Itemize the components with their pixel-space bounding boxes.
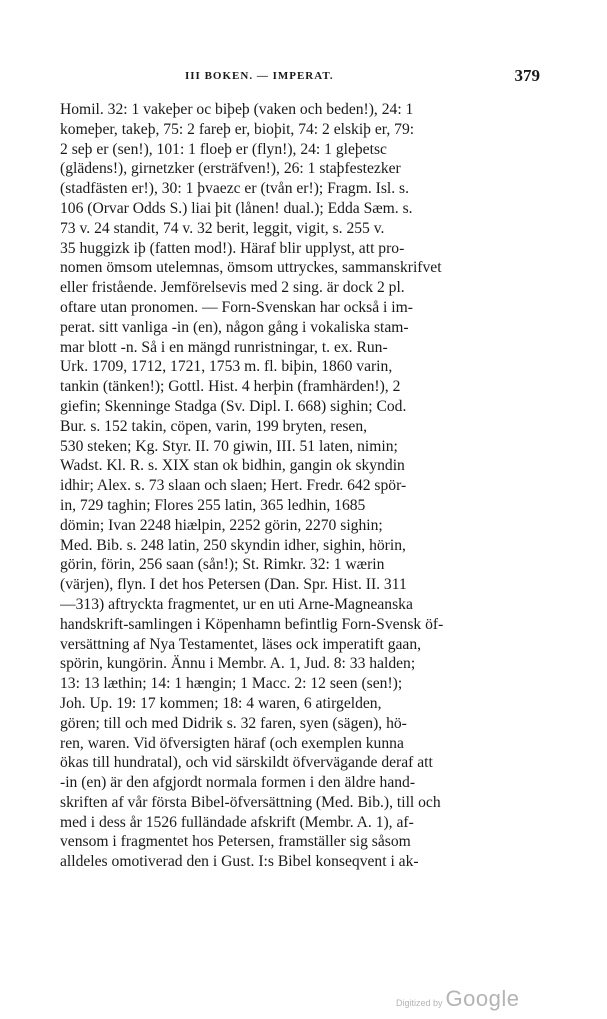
text-line: oftare utan pronomen. — Forn-Svenskan har också i im- [60,298,413,316]
page-header [60,66,540,90]
text-line: dömin; Ivan 2248 hiælpin, 2252 görin, 2270 sighin; [60,516,383,534]
text-line: mar blott -n. Så i en mängd runristningar, t. ex. Run- [60,338,388,356]
digitized-by-google-watermark [396,986,519,1012]
page-number: 379 [514,66,540,85]
text-line: görin, förin, 256 saan (sån!); St. Rimkr. 32: 1 wærin [60,556,385,574]
text-line: perat. sitt vanliga -in (en), någon gång i vokaliska stam- [60,318,409,336]
text-line: med i dess år 1526 fulländade afskrift (Membr. A. 1), af- [60,813,414,831]
text-line: (värjen), flyn. I det hos Petersen (Dan. Spr. Hist. II. 311 [60,576,407,594]
text-line: giefin; Skenninge Stadga (Sv. Dipl. I. 668) sighin; Cod. [60,397,407,415]
text-line: —313) aftryckta fragmentet, ur en uti Arne-Magneanska [60,595,413,613]
text-line: alldeles omotiverad den i Gust. I:s Bibel konseqvent i ak- [60,853,419,871]
text-line: ren, waren. Vid öfversigten häraf (och exemplen kunna [60,734,404,752]
text-line: 73 v. 24 standit, 74 v. 32 berit, leggit, vigit, s. 255 v. [60,219,385,237]
text-line: ökas till hundratal), och vid särskildt öfvervägande deraf att [60,754,433,772]
text-line: tankin (tänken!); Gottl. Hist. 4 herþin (framhärden!), 2 [60,378,401,396]
text-line: skriften af vår första Bibel-öfversättning (Med. Bib.), till och [60,793,441,811]
text-line: 35 huggizk iþ (fatten mod!). Häraf blir upplyst, att pro- [60,239,405,257]
text-line: 13: 13 læthin; 14: 1 hængin; 1 Macc. 2: 12 seen (sen!); [60,675,403,693]
text-line: (stadfästen er!), 30: 1 þvaezc er (tvån er!); Fragm. Isl. s. [60,180,409,198]
text-line: Homil. 32: 1 vakeþer oc biþeþ (vaken och beden!), 24: 1 [60,101,414,118]
text-line: versättning af Nya Testamentet, läses ock imperatift gaan, [60,635,422,653]
text-line: -in (en) är den afgjordt normala formen i den äldre hand- [60,774,416,792]
text-line: 530 steken; Kg. Styr. II. 70 giwin, III. 51 laten, nimin; [60,437,398,455]
text-line: Wadst. Kl. R. s. XIX stan ok bidhin, gangin ok skyndin [60,457,405,475]
text-line: Joh. Up. 19: 17 kommen; 18: 4 waren, 6 atirgelden, [60,694,382,712]
text-line: spörin, kungörin. Ännu i Membr. A. 1, Jud. 8: 33 halden; [60,655,416,673]
text-line: komeþer, takeþ, 75: 2 fareþ er, bioþit, 74: 2 elskiþ er, 79: [60,120,415,138]
text-line: 2 seþ er (sen!), 101: 1 floeþ er (flyn!), 24: 1 gleþetsc [60,140,387,158]
text-line: 106 (Orvar Odds S.) liai þit (lånen! dual.); Edda Sæm. s. [60,199,413,217]
watermark-caption: Digitized by [396,998,443,1008]
text-line: in, 729 taghin; Flores 255 latin, 365 ledhin, 1685 [60,496,366,514]
text-line: Urk. 1709, 1712, 1721, 1753 m. fl. biþin, 1860 varin, [60,358,393,376]
text-line: vensom i fragmentet hos Petersen, framställer sig såsom [60,833,411,851]
body-text [60,100,540,872]
text-line: handskrift-samlingen i Köpenhamn befintlig Forn-Svensk öf- [60,615,444,633]
text-line: eller fristående. Jemförelsevis med 2 sing. är dock 2 pl. [60,279,405,297]
google-logo: Google [445,986,520,1011]
text-line: (glädens!), girnetzker (ersträfven!), 26: 1 staþfestezker [60,160,401,178]
text-line: nomen ömsom utelemnas, ömsom uttryckes, sammanskrifvet [60,259,442,277]
text-line: Med. Bib. s. 248 latin, 250 skyndin idher, sighin, hörin, [60,536,406,554]
text-line: idhir; Alex. s. 73 slaan och slaen; Hert. Fredr. 642 spör- [60,477,407,495]
text-line: Bur. s. 152 takin, cöpen, varin, 199 bryten, resen, [60,417,368,435]
running-head: III BOKEN. — IMPERAT. [185,70,334,82]
text-line: gören; till och med Didrik s. 32 faren, syen (sägen), hö- [60,714,407,732]
